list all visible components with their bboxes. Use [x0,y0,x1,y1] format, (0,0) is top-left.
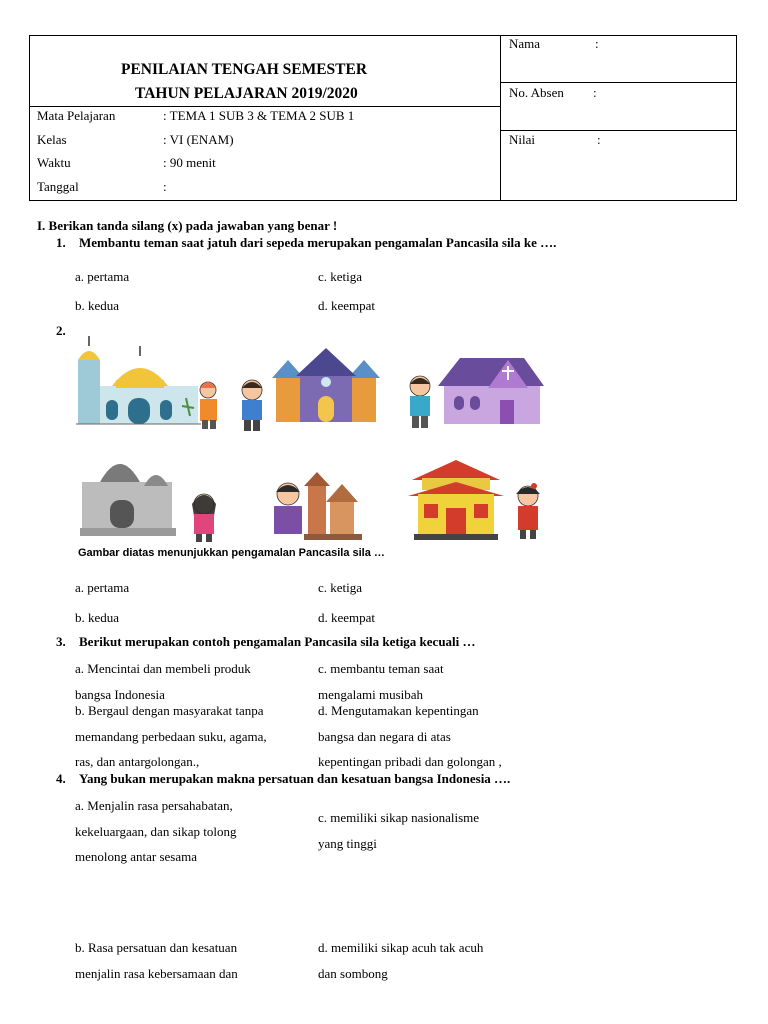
title-divider [29,106,501,107]
q3-option-c-line1[interactable]: c. membantu teman saat [318,661,444,676]
name-value: : [595,36,599,51]
chapel-illustration [404,352,544,430]
q1-option-c[interactable]: c. ketiga [318,269,363,284]
q4-number: 4. [56,771,66,786]
header-divider [500,35,501,201]
q4-option-d-line2[interactable]: dan sombong [318,966,388,981]
exam-year: TAHUN PELAJARAN 2019/2020 [135,85,358,102]
q2-number: 2. [56,323,66,338]
q3-option-b-line3[interactable]: ras, dan antargolongan., [75,754,200,769]
nama-divider [500,82,737,83]
exam-title: PENILAIAN TENGAH SEMESTER [121,61,368,78]
time-value: : 90 menit [163,155,216,170]
q3-option-a-line1[interactable]: a. Mencintai dan membeli produk [75,661,251,676]
q2-option-a[interactable]: a. pertama [75,580,130,595]
q3-option-d-line3[interactable]: kepentingan pribadi dan golongan , [318,754,502,769]
church-illustration [268,348,384,426]
q2-option-c[interactable]: c. ketiga [318,580,363,595]
date-value: : [163,179,167,194]
q4-option-c-line2[interactable]: yang tinggi [318,836,377,851]
subject-label: Mata Pelajaran [37,108,116,123]
mosque-illustration [76,336,236,432]
class-label: Kelas [37,132,67,147]
q3-option-a-line2[interactable]: bangsa Indonesia [75,687,165,702]
q3-text: Berikut merupakan contoh pengamalan Pancasila sila ketiga kecuali … [79,634,476,649]
q4-option-a-line1[interactable]: a. Menjalin rasa persahabatan, [75,798,233,813]
class-value: : VI (ENAM) [163,132,234,147]
absen-value: : [593,85,597,100]
q3-option-b-line2[interactable]: memandang perbedaan suku, agama, [75,729,267,744]
q3-option-d-line2[interactable]: bangsa dan negara di atas [318,729,451,744]
q4-text: Yang bukan merupakan makna persatuan dan kesatuan bangsa Indonesia …. [79,771,511,786]
q3-option-c-line2[interactable]: mengalami musibah [318,687,424,702]
q4-option-a-line2[interactable]: kekeluargaan, dan sikap tolong [75,824,237,839]
q1-text: Membantu teman saat jatuh dari sepeda merupakan pengamalan Pancasila sila ke …. [79,235,557,250]
header-box [29,35,737,201]
date-label: Tanggal [37,179,79,194]
pagoda-illustration [406,450,546,542]
q1-number: 1. [56,235,66,250]
score-label: Nilai [509,132,535,147]
q2-option-d[interactable]: d. keempat [318,610,376,625]
score-value: : [597,132,601,147]
boy-praying-icon [238,378,266,432]
absen-divider [500,130,737,131]
q4-option-b-line2[interactable]: menjalin rasa kebersamaan dan [75,966,238,981]
absen-label: No. Absen [509,85,564,100]
q1-option-b[interactable]: b. kedua [75,298,120,313]
q3-option-b-line1[interactable]: b. Bergaul dengan masyarakat tanpa [75,703,264,718]
pura-illustration [264,470,364,542]
time-label: Waktu [37,155,71,170]
q4-option-d-line1[interactable]: d. memiliki sikap acuh tak acuh [318,940,484,955]
q4-option-b-line1[interactable]: b. Rasa persatuan dan kesatuan [75,940,238,955]
temple-illustration [80,446,220,542]
subject-value: : TEMA 1 SUB 3 & TEMA 2 SUB 1 [163,108,355,123]
q1-option-a[interactable]: a. pertama [75,269,130,284]
q3-option-d-line1[interactable]: d. Mengutamakan kepentingan [318,703,479,718]
q2-caption: Gambar diatas menunjukkan pengamalan Pancasila sila … [78,547,385,559]
q2-option-b[interactable]: b. kedua [75,610,120,625]
section-instruction: I. Berikan tanda silang (x) pada jawaban yang benar ! [37,218,338,233]
q1-option-d[interactable]: d. keempat [318,298,376,313]
name-label: Nama [509,36,541,51]
q4-option-c-line1[interactable]: c. memiliki sikap nasionalisme [318,810,480,825]
q3-number: 3. [56,634,66,649]
q4-option-a-line3[interactable]: menolong antar sesama [75,849,198,864]
